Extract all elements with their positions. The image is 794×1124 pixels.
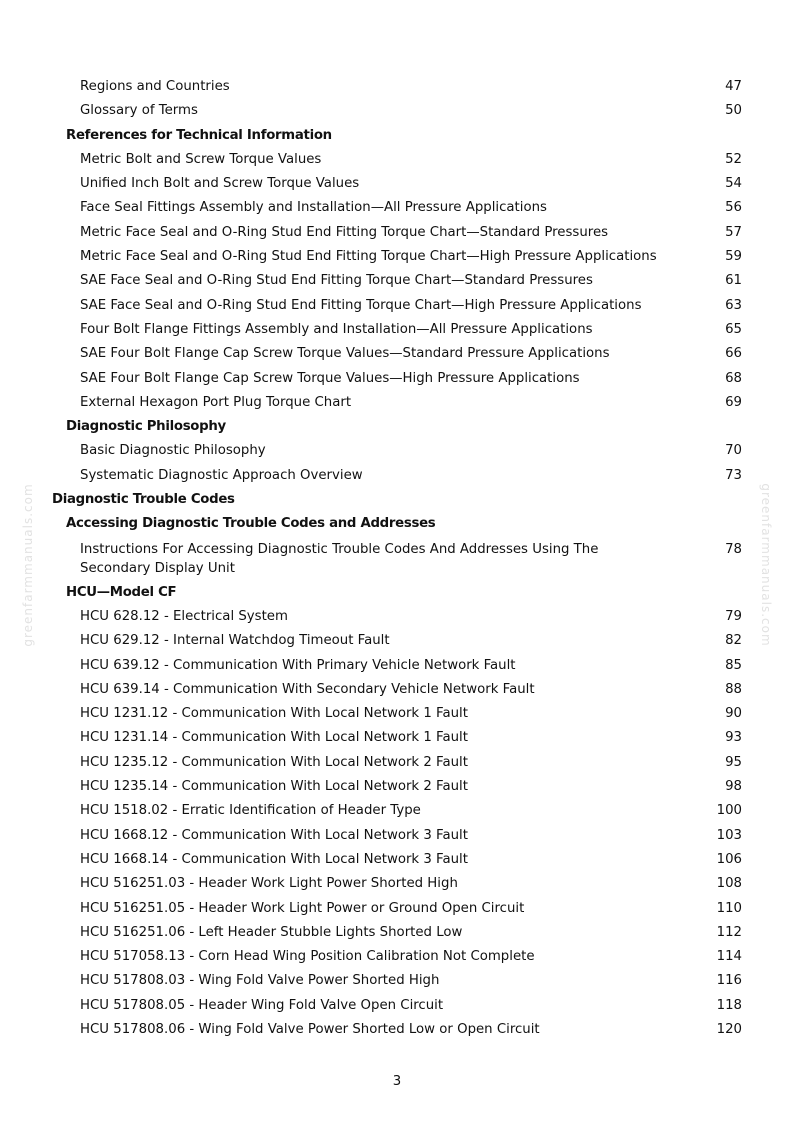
toc-entry-title: Metric Face Seal and O-Ring Stud End Fitting Torque Chart—High Pressure Applications <box>80 249 657 265</box>
toc-entry-page: 68 <box>725 370 742 386</box>
toc-entry-page: 79 <box>725 608 742 624</box>
toc-entry[interactable] <box>0 75 794 99</box>
toc-entry-page: 98 <box>725 779 742 795</box>
toc-section-heading[interactable] <box>0 415 794 439</box>
toc-entry-page: 108 <box>716 876 742 892</box>
toc-entry[interactable] <box>0 464 794 488</box>
toc-entry-page: 70 <box>725 443 742 459</box>
toc-entry-page: 61 <box>725 273 742 289</box>
toc-entry-page: 63 <box>725 297 742 313</box>
toc-entry[interactable] <box>0 654 794 678</box>
toc-entry-title: HCU 1235.12 - Communication With Local Network 2 Fault <box>80 754 468 770</box>
toc-entry-page: 112 <box>716 924 742 940</box>
toc-entry-title: Face Seal Fittings Assembly and Installation—All Pressure Applications <box>80 200 547 216</box>
toc-section-heading[interactable] <box>0 581 794 605</box>
toc-entry[interactable] <box>0 439 794 463</box>
toc-entry-page: 90 <box>725 706 742 722</box>
toc-section-title: HCU—Model CF <box>66 584 177 600</box>
toc-entry-title: HCU 1231.14 - Communication With Local Network 1 Fault <box>80 730 468 746</box>
toc-entry[interactable] <box>0 921 794 945</box>
toc-entry[interactable] <box>0 945 794 969</box>
toc-entry[interactable] <box>0 969 794 993</box>
toc-entry[interactable] <box>0 629 794 653</box>
toc-entry-title: HCU 516251.05 - Header Work Light Power or Ground Open Circuit <box>80 900 525 916</box>
toc-chapter-title: Diagnostic Trouble Codes <box>52 492 235 508</box>
toc-entry-page: 59 <box>725 249 742 265</box>
toc-entry-page: 78 <box>725 541 742 557</box>
toc-entry-page: 120 <box>716 1021 742 1037</box>
toc-entry-page: 116 <box>716 973 742 989</box>
toc-entry-title: HCU 516251.06 - Left Header Stubble Lights Shorted Low <box>80 924 463 940</box>
toc-entry-title: HCU 1668.14 - Communication With Local Network 3 Fault <box>80 851 468 867</box>
toc-entry-title: HCU 1235.14 - Communication With Local Network 2 Fault <box>80 779 468 795</box>
toc-entry-title: Instructions For Accessing Diagnostic Trouble Codes And Addresses Using The Secondary Display Unit <box>80 541 599 576</box>
toc-entry-page: 85 <box>725 657 742 673</box>
toc-entry[interactable] <box>0 605 794 629</box>
toc-entry-page: 110 <box>716 900 742 916</box>
toc-entry-page: 57 <box>725 224 742 240</box>
toc-entry[interactable] <box>0 196 794 220</box>
toc-entry[interactable] <box>0 367 794 391</box>
toc-entry[interactable] <box>0 294 794 318</box>
toc-entry-title: Unified Inch Bolt and Screw Torque Values <box>80 176 360 192</box>
toc-entry-page: 73 <box>725 467 742 483</box>
toc-entry-page: 103 <box>716 827 742 843</box>
toc-entry[interactable] <box>0 824 794 848</box>
page-number: 3 <box>392 1074 402 1089</box>
toc-entry-title: SAE Face Seal and O-Ring Stud End Fitting Torque Chart—High Pressure Applications <box>80 297 642 313</box>
toc-entry-title: HCU 629.12 - Internal Watchdog Timeout Fault <box>80 633 390 649</box>
toc-entry[interactable] <box>0 994 794 1018</box>
toc-entry-title: Basic Diagnostic Philosophy <box>80 443 266 459</box>
toc-entry-title: Four Bolt Flange Fittings Assembly and Installation—All Pressure Applications <box>80 321 593 337</box>
toc-entry-page: 69 <box>725 394 742 410</box>
table-of-contents <box>0 75 794 1042</box>
toc-entry-title: Metric Bolt and Screw Torque Values <box>80 151 322 167</box>
toc-entry[interactable] <box>0 269 794 293</box>
toc-entry[interactable] <box>0 99 794 123</box>
toc-entry-title: Systematic Diagnostic Approach Overview <box>80 467 363 483</box>
toc-entry[interactable] <box>0 726 794 750</box>
toc-entry-page: 54 <box>725 176 742 192</box>
toc-entry-title: HCU 517058.13 - Corn Head Wing Position Calibration Not Complete <box>80 949 535 965</box>
toc-entry-page: 50 <box>725 103 742 119</box>
toc-entry[interactable] <box>0 799 794 823</box>
toc-entry-title: HCU 517808.06 - Wing Fold Valve Power Shorted Low or Open Circuit <box>80 1021 540 1037</box>
toc-entry-title: HCU 1668.12 - Communication With Local Network 3 Fault <box>80 827 468 843</box>
toc-entry-page: 47 <box>725 79 742 94</box>
toc-section-title: Diagnostic Philosophy <box>66 419 226 435</box>
toc-entry-page: 52 <box>725 151 742 167</box>
toc-entry[interactable] <box>0 318 794 342</box>
toc-chapter-heading[interactable] <box>0 488 794 512</box>
toc-entry-title: SAE Face Seal and O-Ring Stud End Fitting Torque Chart—Standard Pressures <box>80 273 593 289</box>
toc-entry-title: Regions and Countries <box>80 79 230 94</box>
toc-entry[interactable] <box>0 872 794 896</box>
toc-entry-title: SAE Four Bolt Flange Cap Screw Torque Values—High Pressure Applications <box>80 370 580 386</box>
toc-entry[interactable] <box>0 897 794 921</box>
toc-section-heading[interactable] <box>0 124 794 148</box>
toc-entry-page: 100 <box>716 803 742 819</box>
toc-entry[interactable] <box>0 391 794 415</box>
toc-entry[interactable] <box>0 342 794 366</box>
toc-entry-title: HCU 1231.12 - Communication With Local Network 1 Fault <box>80 706 468 722</box>
toc-entry[interactable] <box>0 245 794 269</box>
toc-entry[interactable] <box>0 1018 794 1042</box>
toc-entry-page: 93 <box>725 730 742 746</box>
toc-entry-page: 106 <box>716 851 742 867</box>
toc-entry[interactable] <box>0 678 794 702</box>
watermark-right: greenfarmmanuals.com <box>759 483 773 647</box>
toc-entry[interactable] <box>0 751 794 775</box>
toc-entry-title: Glossary of Terms <box>80 103 198 119</box>
toc-entry-page: 65 <box>725 321 742 337</box>
toc-entry-title: HCU 628.12 - Electrical System <box>80 608 288 624</box>
toc-entry[interactable] <box>0 775 794 799</box>
toc-entry-title: SAE Four Bolt Flange Cap Screw Torque Values—Standard Pressure Applications <box>80 346 610 362</box>
toc-section-heading[interactable] <box>0 512 794 536</box>
toc-entry-title: HCU 517808.03 - Wing Fold Valve Power Shorted High <box>80 973 440 989</box>
toc-entry[interactable] <box>0 221 794 245</box>
toc-entry[interactable] <box>0 148 794 172</box>
watermark-left: greenfarmmanuals.com <box>21 483 35 647</box>
toc-entry-page: 82 <box>725 633 742 649</box>
toc-entry-page: 56 <box>725 200 742 216</box>
toc-entry-title: HCU 639.12 - Communication With Primary Vehicle Network Fault <box>80 657 516 673</box>
toc-section-title: Accessing Diagnostic Trouble Codes and Addresses <box>66 516 436 532</box>
toc-entry[interactable] <box>0 537 794 581</box>
toc-entry-page: 66 <box>725 346 742 362</box>
toc-entry-title: HCU 517808.05 - Header Wing Fold Valve Open Circuit <box>80 997 444 1013</box>
toc-section-title: References for Technical Information <box>66 127 332 143</box>
toc-entry[interactable] <box>0 848 794 872</box>
toc-entry-page: 118 <box>716 997 742 1013</box>
toc-entry-page: 88 <box>725 681 742 697</box>
toc-entry-title: External Hexagon Port Plug Torque Chart <box>80 394 352 410</box>
toc-entry-title: HCU 516251.03 - Header Work Light Power Shorted High <box>80 876 458 892</box>
toc-entry-page: 95 <box>725 754 742 770</box>
toc-entry-title: Metric Face Seal and O-Ring Stud End Fitting Torque Chart—Standard Pressures <box>80 224 609 240</box>
toc-entry-page: 114 <box>716 949 742 965</box>
toc-entry-title: HCU 1518.02 - Erratic Identification of Header Type <box>80 803 421 819</box>
toc-entry-title: HCU 639.14 - Communication With Secondary Vehicle Network Fault <box>80 681 535 697</box>
toc-entry[interactable] <box>0 172 794 196</box>
toc-entry[interactable] <box>0 702 794 726</box>
